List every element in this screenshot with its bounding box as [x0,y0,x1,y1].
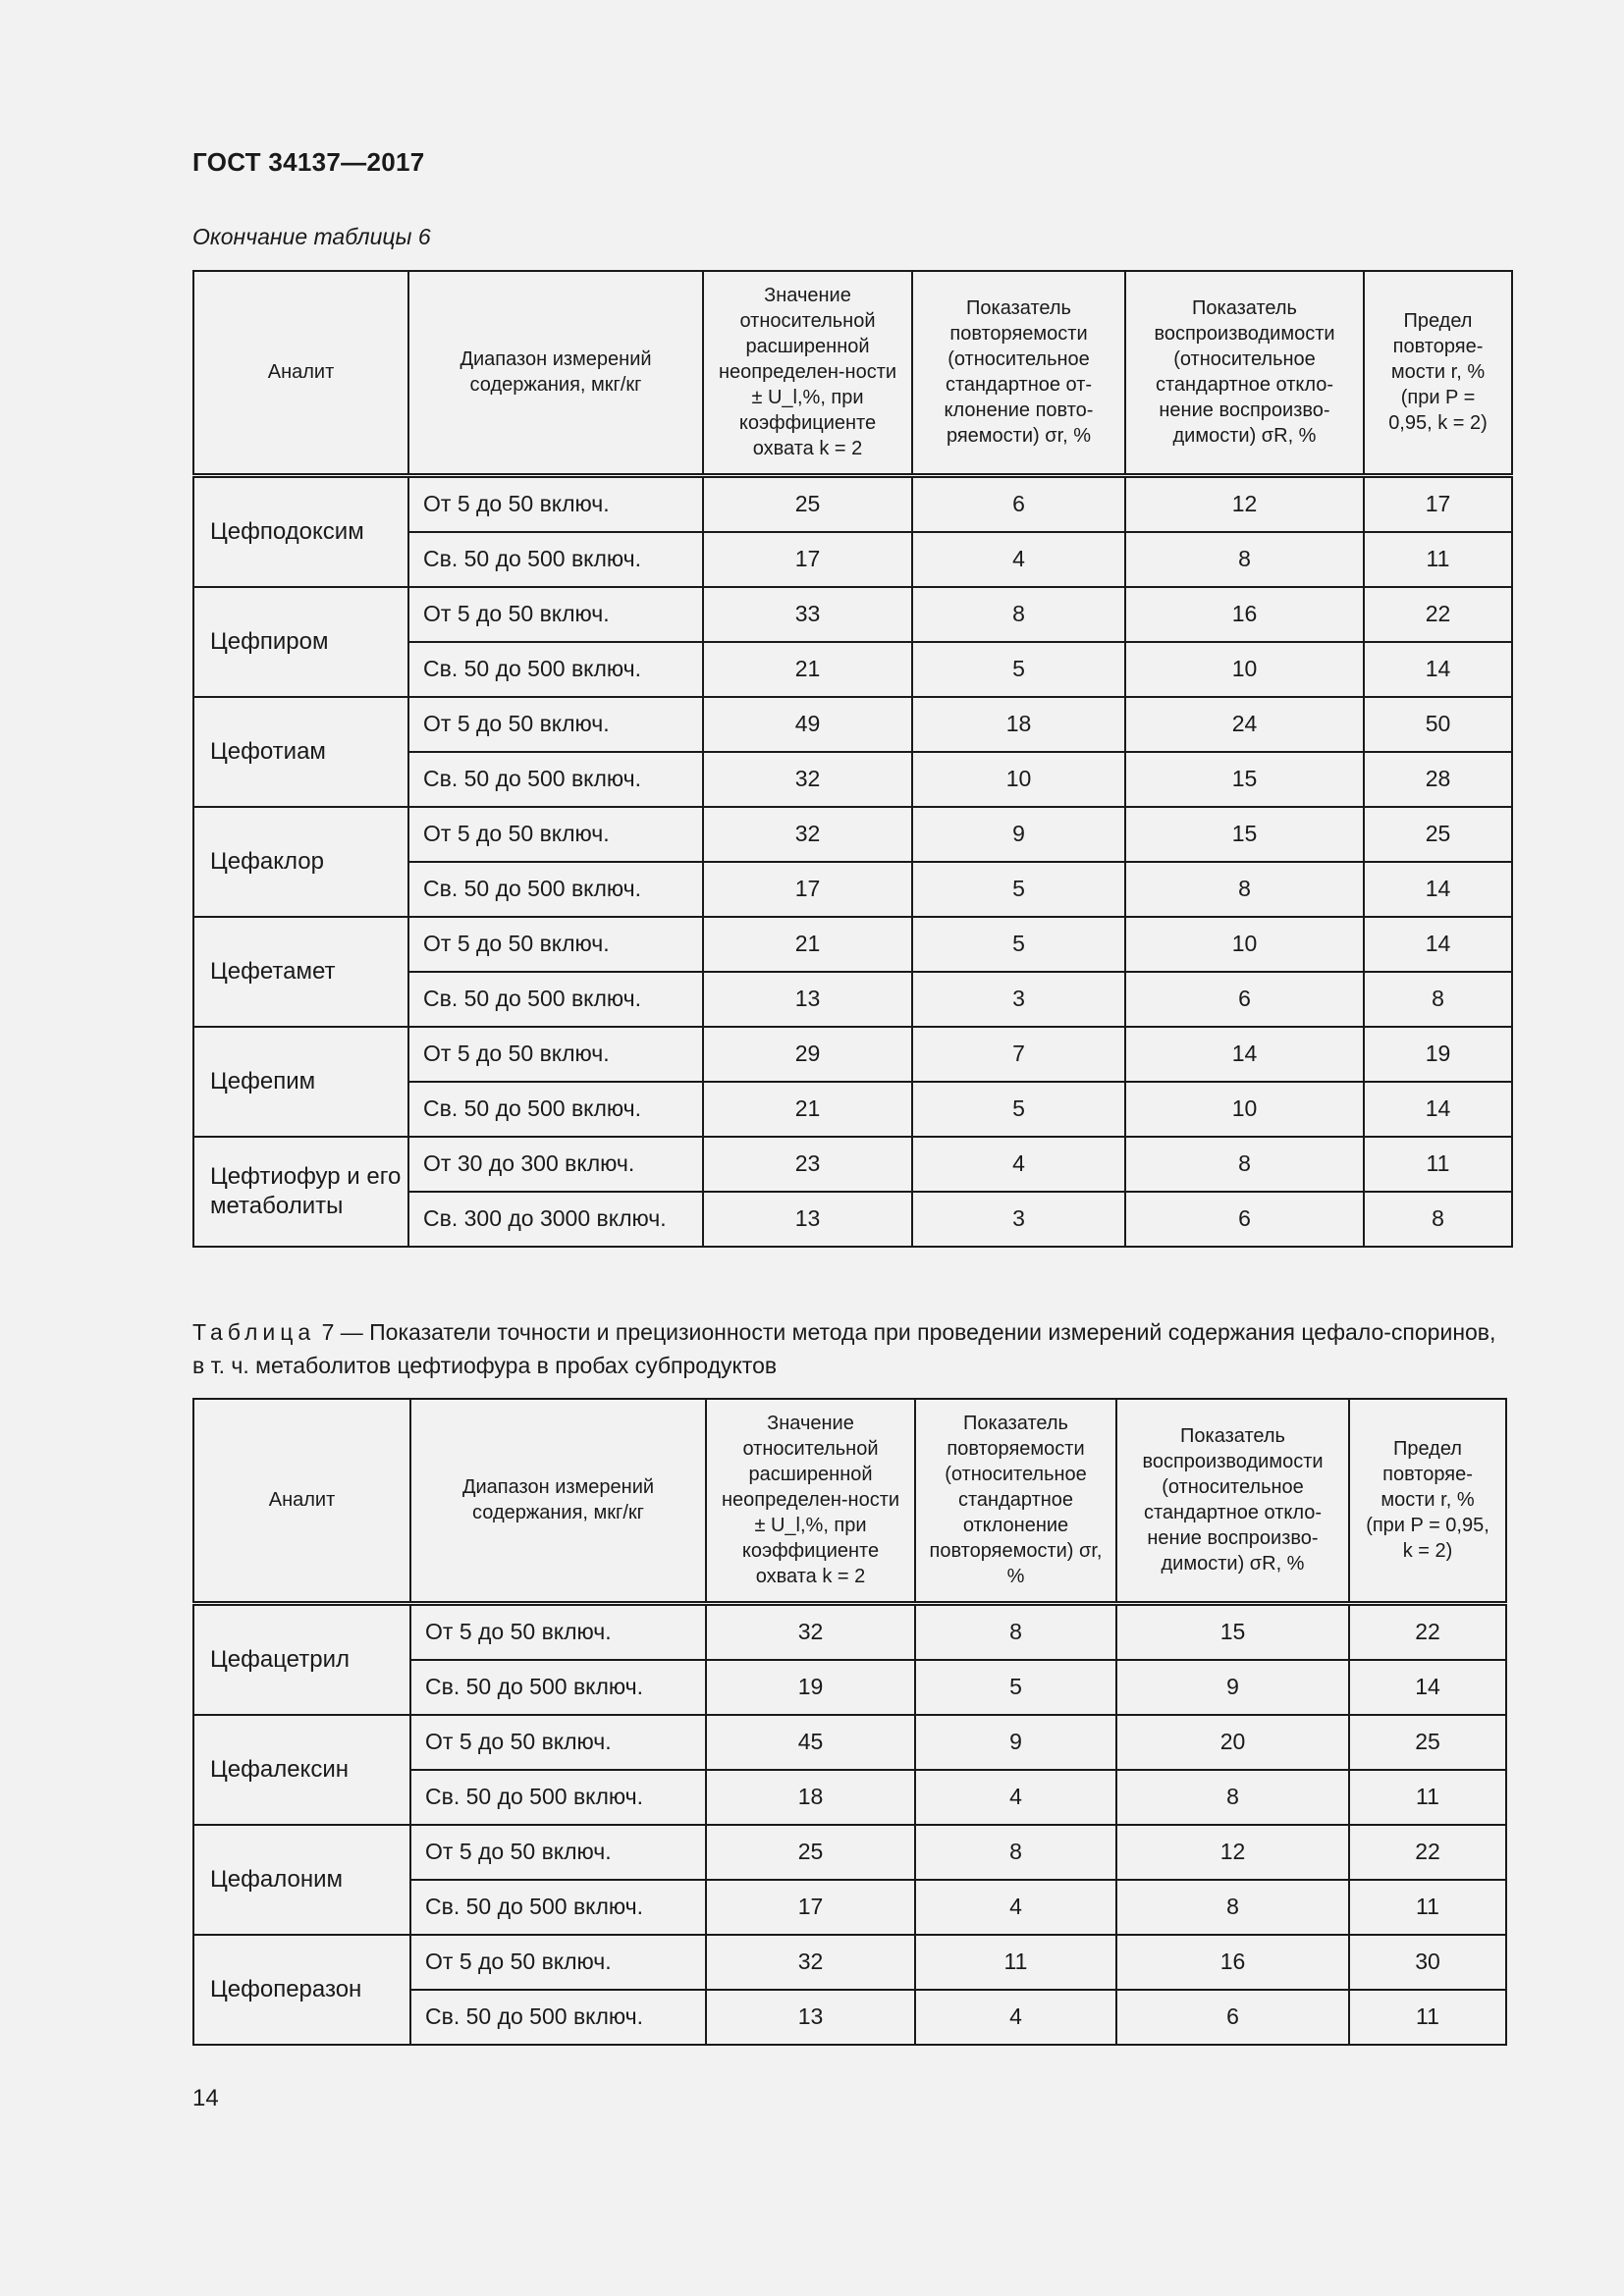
reproducibility-cell: 10 [1125,1082,1364,1137]
table-row [193,1715,1506,1770]
limit-cell: 19 [1364,1027,1512,1082]
uncertainty-cell: 13 [706,1990,915,2045]
table-row [193,1603,1506,1660]
reproducibility-cell: 15 [1125,807,1364,862]
range-cell: Св. 50 до 500 включ. [410,1990,706,2045]
table-row [193,475,1512,532]
uncertainty-cell: 45 [706,1715,915,1770]
reproducibility-cell: 8 [1125,532,1364,587]
analyte-cell: Цефпиром [193,587,408,697]
uncertainty-cell: 18 [706,1770,915,1825]
limit-cell: 11 [1364,1137,1512,1192]
reproducibility-cell: 15 [1125,752,1364,807]
limit-cell: 14 [1364,1082,1512,1137]
repeatability-cell: 5 [912,1082,1125,1137]
limit-cell: 11 [1349,1770,1506,1825]
range-cell: Св. 50 до 500 включ. [410,1660,706,1715]
table-6 [192,270,1513,1248]
table7-caption [192,1315,1508,1382]
repeatability-cell: 4 [915,1770,1116,1825]
uncertainty-cell: 23 [703,1137,912,1192]
uncertainty-cell: 19 [706,1660,915,1715]
limit-cell: 25 [1349,1715,1506,1770]
repeatability-cell: 4 [915,1990,1116,2045]
uncertainty-cell: 29 [703,1027,912,1082]
limit-cell: 8 [1364,1192,1512,1247]
repeatability-cell: 8 [915,1825,1116,1880]
table7-body [193,1603,1506,2045]
table6-header-row [193,271,1512,475]
repeatability-cell: 9 [912,807,1125,862]
repeatability-cell: 4 [912,1137,1125,1192]
col-header-range: Диапазон измерений содержания, мкг/кг [408,271,703,475]
analyte-cell: Цефалоним [193,1825,410,1935]
col-header-uncertainty: Значение относительной расширенной неопределен-ности ± U_l,%, при коэффициенте охвата k = 2 [706,1399,915,1603]
repeatability-cell: 5 [915,1660,1116,1715]
limit-cell: 30 [1349,1935,1506,1990]
reproducibility-cell: 6 [1125,1192,1364,1247]
limit-cell: 11 [1364,532,1512,587]
table-row [193,1027,1512,1082]
uncertainty-cell: 25 [703,475,912,532]
uncertainty-cell: 17 [706,1880,915,1935]
limit-cell: 11 [1349,1990,1506,2045]
limit-cell: 14 [1364,642,1512,697]
repeatability-cell: 5 [912,862,1125,917]
reproducibility-cell: 9 [1116,1660,1349,1715]
col-header-reproducibility: Показатель воспроизводимости (относительное стандартное откло-нение воспроизво-димости) σR, % [1125,271,1364,475]
uncertainty-cell: 32 [706,1603,915,1660]
col-header-reproducibility: Показатель воспроизводимости (относительное стандартное откло-нение воспроизво-димости) σR, % [1116,1399,1349,1603]
limit-cell: 50 [1364,697,1512,752]
uncertainty-cell: 21 [703,917,912,972]
reproducibility-cell: 10 [1125,917,1364,972]
limit-cell: 17 [1364,475,1512,532]
table-7 [192,1398,1507,2046]
repeatability-cell: 18 [912,697,1125,752]
uncertainty-cell: 33 [703,587,912,642]
limit-cell: 14 [1364,917,1512,972]
col-header-limit: Предел повторяе-мости r, % (при P = 0,95, k = 2) [1364,271,1512,475]
table-row [193,697,1512,752]
reproducibility-cell: 8 [1116,1880,1349,1935]
col-header-analyte: Аналит [193,271,408,475]
limit-cell: 22 [1364,587,1512,642]
table-row [193,1137,1512,1192]
reproducibility-cell: 8 [1125,1137,1364,1192]
range-cell: От 5 до 50 включ. [408,1027,703,1082]
limit-cell: 22 [1349,1603,1506,1660]
reproducibility-cell: 12 [1125,475,1364,532]
col-header-uncertainty: Значение относительной расширенной неопределен-ности ± U_l,%, при коэффициенте охвата k = 2 [703,271,912,475]
reproducibility-cell: 10 [1125,642,1364,697]
uncertainty-cell: 25 [706,1825,915,1880]
reproducibility-cell: 14 [1125,1027,1364,1082]
repeatability-cell: 6 [912,475,1125,532]
repeatability-cell: 5 [912,917,1125,972]
analyte-cell: Цефподоксим [193,475,408,587]
reproducibility-cell: 8 [1125,862,1364,917]
repeatability-cell: 9 [915,1715,1116,1770]
repeatability-cell: 3 [912,972,1125,1027]
analyte-cell: Цефацетрил [193,1603,410,1715]
uncertainty-cell: 32 [703,807,912,862]
limit-cell: 28 [1364,752,1512,807]
reproducibility-cell: 6 [1125,972,1364,1027]
range-cell: Св. 50 до 500 включ. [410,1880,706,1935]
repeatability-cell: 4 [912,532,1125,587]
limit-cell: 14 [1364,862,1512,917]
analyte-cell: Цефалексин [193,1715,410,1825]
analyte-cell: Цефаклор [193,807,408,917]
reproducibility-cell: 16 [1125,587,1364,642]
repeatability-cell: 8 [915,1603,1116,1660]
table7-caption-text: 7 — Показатели точности и прецизионности метода при проведении измерений содержания цефало-споринов, в т. ч. метаболитов цефтиофура в пробах субпродуктов [192,1319,1496,1378]
table6-continuation-caption: Окончание таблицы 6 [192,224,431,249]
reproducibility-cell: 16 [1116,1935,1349,1990]
range-cell: От 5 до 50 включ. [410,1935,706,1990]
limit-cell: 25 [1364,807,1512,862]
document-header: ГОСТ 34137—2017 [192,147,425,177]
analyte-cell: Цефоперазон [193,1935,410,2045]
range-cell: Св. 50 до 500 включ. [410,1770,706,1825]
uncertainty-cell: 32 [703,752,912,807]
range-cell: Св. 50 до 500 включ. [408,642,703,697]
repeatability-cell: 10 [912,752,1125,807]
uncertainty-cell: 21 [703,642,912,697]
col-header-limit: Предел повторяе-мости r, % (при P = 0,95, k = 2) [1349,1399,1506,1603]
analyte-cell: Цефетамет [193,917,408,1027]
table7-header-row [193,1399,1506,1603]
range-cell: Св. 50 до 500 включ. [408,752,703,807]
range-cell: От 5 до 50 включ. [408,697,703,752]
table-row [193,1935,1506,1990]
table6-body [193,475,1512,1247]
reproducibility-cell: 15 [1116,1603,1349,1660]
range-cell: От 5 до 50 включ. [410,1603,706,1660]
repeatability-cell: 11 [915,1935,1116,1990]
range-cell: От 5 до 50 включ. [410,1825,706,1880]
col-header-repeatability: Показатель повторяемости (относительное стандартное отклонение повторяемости) σr, % [915,1399,1116,1603]
repeatability-cell: 5 [912,642,1125,697]
table-row [193,807,1512,862]
uncertainty-cell: 49 [703,697,912,752]
table7-caption-label: Таблица [192,1319,316,1345]
uncertainty-cell: 32 [706,1935,915,1990]
limit-cell: 22 [1349,1825,1506,1880]
uncertainty-cell: 17 [703,532,912,587]
repeatability-cell: 4 [915,1880,1116,1935]
range-cell: От 5 до 50 включ. [408,807,703,862]
repeatability-cell: 3 [912,1192,1125,1247]
range-cell: Св. 50 до 500 включ. [408,532,703,587]
table-row [193,1825,1506,1880]
table-row [193,587,1512,642]
limit-cell: 11 [1349,1880,1506,1935]
page-number: 14 [192,2085,219,2111]
col-header-analyte: Аналит [193,1399,410,1603]
table-row [193,917,1512,972]
reproducibility-cell: 24 [1125,697,1364,752]
range-cell: От 5 до 50 включ. [408,587,703,642]
uncertainty-cell: 21 [703,1082,912,1137]
range-cell: От 30 до 300 включ. [408,1137,703,1192]
col-header-repeatability: Показатель повторяемости (относительное стандартное от-клонение повто-ряемости) σr, % [912,271,1125,475]
reproducibility-cell: 20 [1116,1715,1349,1770]
uncertainty-cell: 13 [703,972,912,1027]
reproducibility-cell: 8 [1116,1770,1349,1825]
analyte-cell: Цефепим [193,1027,408,1137]
limit-cell: 8 [1364,972,1512,1027]
uncertainty-cell: 13 [703,1192,912,1247]
range-cell: Св. 300 до 3000 включ. [408,1192,703,1247]
range-cell: Св. 50 до 500 включ. [408,1082,703,1137]
repeatability-cell: 8 [912,587,1125,642]
repeatability-cell: 7 [912,1027,1125,1082]
limit-cell: 14 [1349,1660,1506,1715]
range-cell: От 5 до 50 включ. [408,475,703,532]
range-cell: Св. 50 до 500 включ. [408,862,703,917]
uncertainty-cell: 17 [703,862,912,917]
range-cell: Св. 50 до 500 включ. [408,972,703,1027]
col-header-range: Диапазон измерений содержания, мкг/кг [410,1399,706,1603]
reproducibility-cell: 6 [1116,1990,1349,2045]
range-cell: От 5 до 50 включ. [408,917,703,972]
range-cell: От 5 до 50 включ. [410,1715,706,1770]
analyte-cell: Цефтиофур и его метаболиты [193,1137,408,1247]
analyte-cell: Цефотиам [193,697,408,807]
reproducibility-cell: 12 [1116,1825,1349,1880]
